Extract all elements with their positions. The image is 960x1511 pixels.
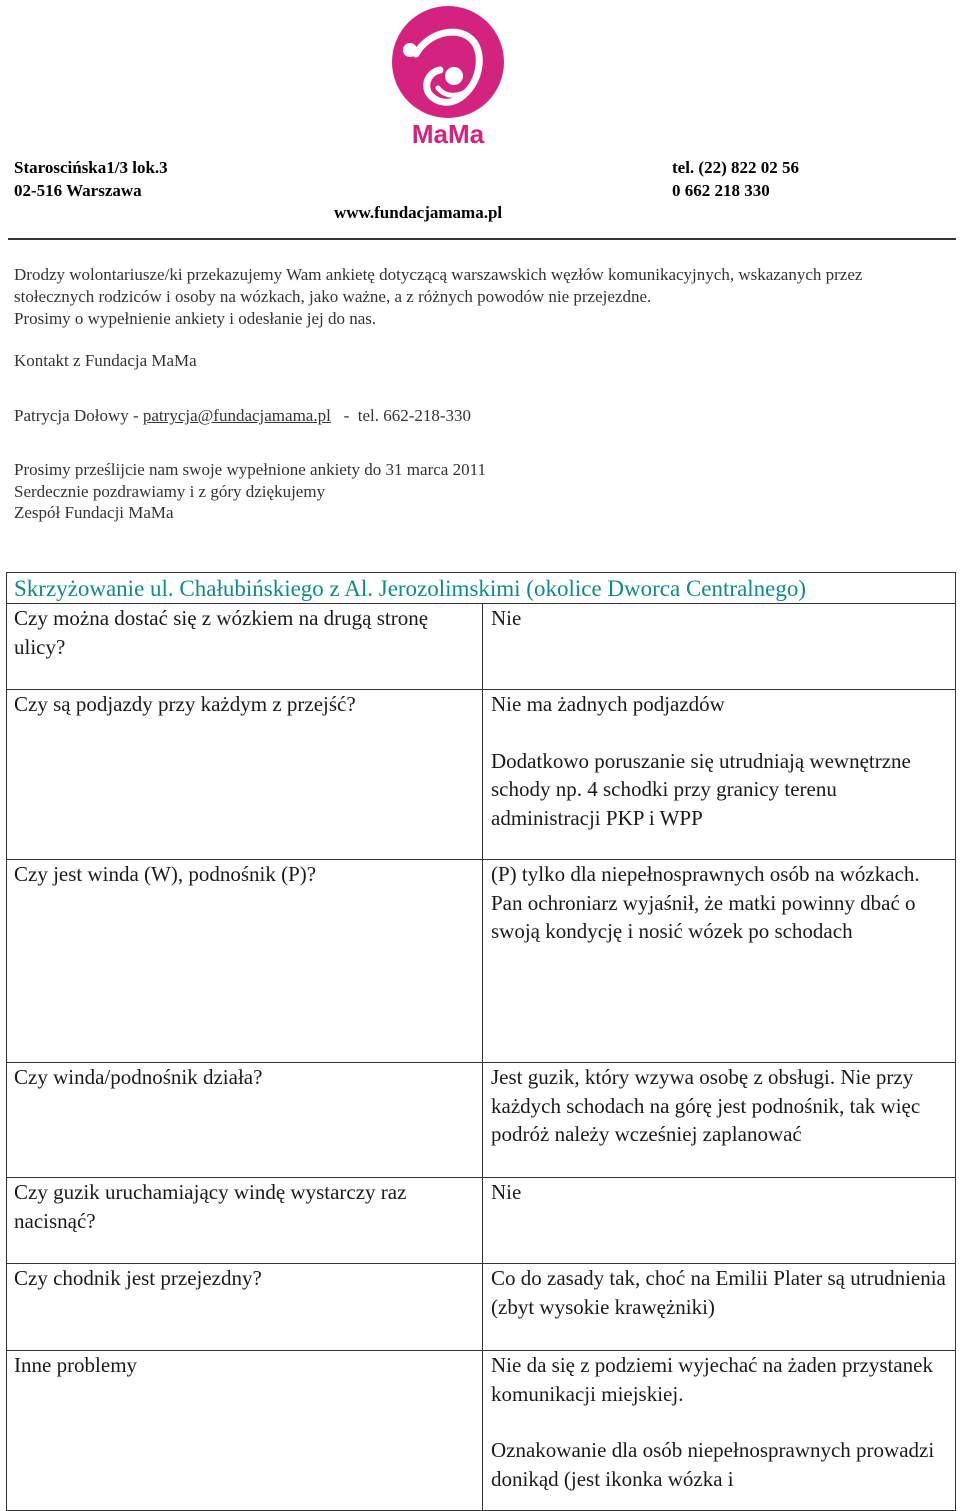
answer-cell: [483, 1063, 956, 1178]
address-line1: Staroscińska1/3 lok.3: [14, 158, 168, 177]
phone-number-1: tel. (22) 822 02 56: [672, 158, 800, 177]
answer-text: Nie da się z podziemi wyjechać na żaden przystanek komunikacji miejskiej.: [491, 1353, 933, 1406]
header-divider: [8, 238, 956, 240]
question-cell: Inne problemy: [7, 1351, 483, 1511]
question-cell: Czy chodnik jest przejezdny?: [7, 1264, 483, 1351]
answer-text: Oznakowanie dla osób niepełnosprawnych prowadzi donikąd (jest ikonka wózka i: [491, 1438, 935, 1491]
answer-text: Dodatkowo poruszanie się utrudniają wewnętrzne schody np. 4 schodki przy granicy terenu administracji PKP i WPP: [491, 748, 911, 830]
contact-phone: - tel. 662-218-330: [330, 406, 472, 425]
answer-text: Nie: [491, 606, 522, 630]
answer-text: Nie ma żadnych podjazdów: [491, 692, 725, 716]
closing-line-2: Serdecznie pozdrawiamy i z góry dziękujemy: [14, 482, 326, 501]
website-link[interactable]: www.fundacjamama.pl: [334, 203, 503, 222]
question-cell: Czy są podjazdy przy każdym z przejść?: [7, 690, 483, 860]
question-cell: Czy można dostać się z wózkiem na drugą stronę ulicy?: [7, 604, 483, 690]
contact-line: [14, 406, 471, 426]
closing-line-3: Zespół Fundacji MaMa: [14, 503, 174, 522]
answer-cell: [483, 690, 956, 860]
intro-line-1: Drodzy wolontariusze/ki przekazujemy Wam ankietę dotyczącą warszawskich węzłów komunikacyjnych, wskazanych przez: [14, 265, 863, 284]
table-row: [7, 1351, 956, 1511]
intro-line-3: Prosimy o wypełnienie ankiety i odesłanie jej do nas.: [14, 309, 377, 328]
table-row: [7, 1178, 956, 1264]
answer-cell: [483, 604, 956, 690]
answer-text: (P) tylko dla niepełnosprawnych osób na wózkach.: [491, 862, 920, 886]
answer-cell: [483, 1178, 956, 1264]
address-line2: 02-516 Warszawa: [14, 181, 142, 200]
phone-number-2: 0 662 218 330: [672, 181, 770, 200]
mama-logo: [388, 2, 508, 150]
contact-name: Patrycja Dołowy -: [14, 406, 143, 425]
question-cell: Czy winda/podnośnik działa?: [7, 1063, 483, 1178]
intro-line-2: stołecznych rodziców i osoby na wózkach, jako ważne, a z różnych powodów nie przejezdne.: [14, 287, 652, 306]
answer-cell: [483, 860, 956, 1063]
question-cell: Czy guzik uruchamiający windę wystarczy raz nacisnąć?: [7, 1178, 483, 1264]
logo-brand-text: MaMa: [411, 119, 485, 149]
contact-heading: Kontakt z Fundacja MaMa: [14, 351, 197, 370]
answer-text: Jest guzik, który wzywa osobę z obsługi. Nie przy każdych schodach na górę jest podnośnik, tak więc podróż należy wcześniej zaplanować: [491, 1065, 921, 1146]
answer-text: Nie: [491, 1180, 522, 1204]
table-row: [7, 1264, 956, 1351]
table-row: [7, 1063, 956, 1178]
table-row: [7, 860, 956, 1063]
logo-fist: [403, 43, 417, 57]
answer-text: Pan ochroniarz wyjaśnił, że matki powinny dbać o swoją kondycję i nosić wózek po schodach: [491, 890, 916, 943]
survey-location-title: Skrzyżowanie ul. Chałubińskiego z Al. Jerozolimskimi (okolice Dworca Centralnego): [7, 573, 956, 604]
logo-baby-head: [445, 67, 463, 85]
closing-line-1: Prosimy prześlijcie nam swoje wypełnione ankiety do 31 marca 2011: [14, 460, 486, 479]
table-row: [7, 690, 956, 860]
answer-text: Co do zasady tak, choć na Emilii Plater są utrudnienia (zbyt wysokie krawężniki): [491, 1266, 946, 1319]
survey-title-row: [7, 573, 956, 604]
question-cell: Czy jest winda (W), podnośnik (P)?: [7, 860, 483, 1063]
table-row: [7, 604, 956, 690]
answer-cell: [483, 1264, 956, 1351]
survey-table: [6, 572, 956, 1511]
contact-email-link[interactable]: patrycja@fundacjamama.pl: [142, 406, 331, 425]
answer-cell: [483, 1351, 956, 1511]
